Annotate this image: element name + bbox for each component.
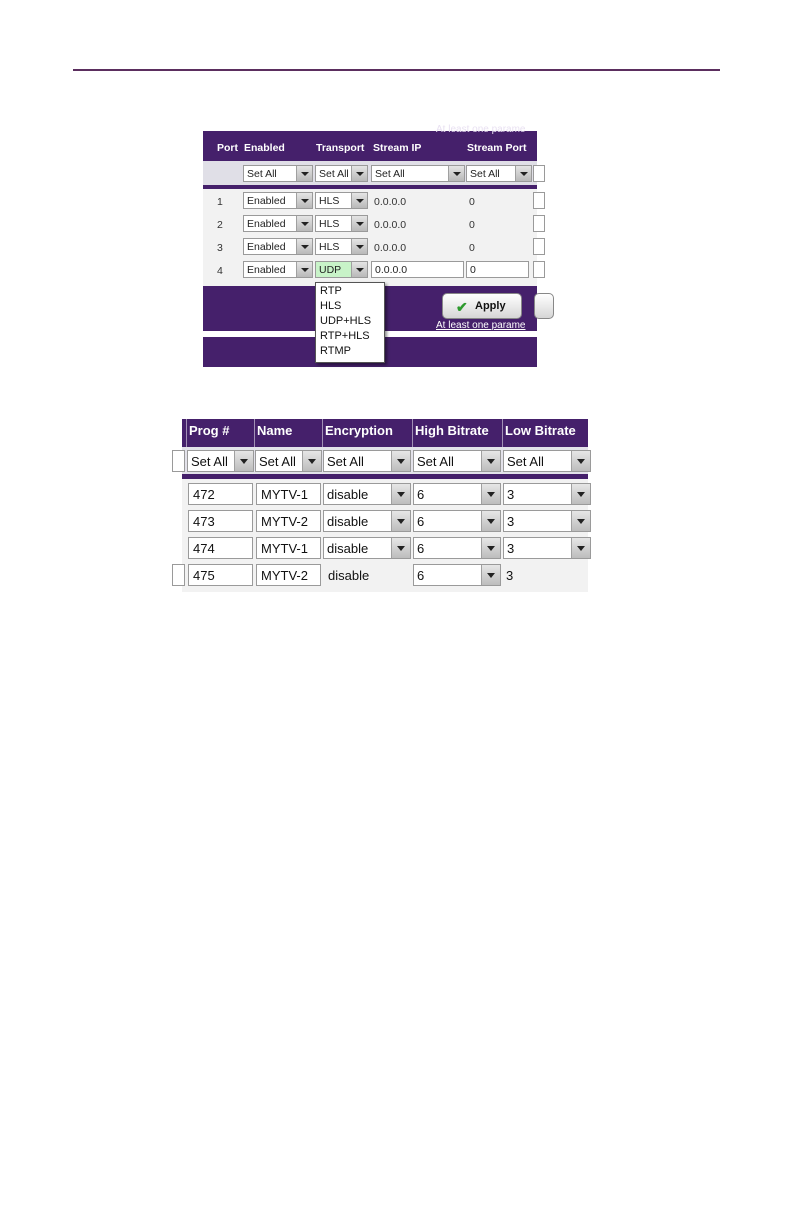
port-rows	[203, 189, 537, 286]
chevron-down-icon	[481, 511, 500, 531]
chevron-down-icon	[296, 166, 312, 181]
col-prog: Prog #	[189, 423, 230, 438]
prog-input[interactable]: 473	[188, 510, 253, 532]
stream-ip-value: 0.0.0.0	[374, 219, 407, 231]
low-bitrate-select[interactable]: 3	[503, 510, 591, 532]
col-name: Name	[257, 423, 293, 438]
header-overflow-note: At least one parame	[436, 124, 526, 135]
low-bitrate-select[interactable]: 3	[503, 483, 591, 505]
prog-input[interactable]: 475	[188, 564, 253, 586]
chevron-down-icon	[481, 538, 500, 558]
encryption-value: disable	[328, 568, 370, 583]
prev-field[interactable]	[172, 564, 185, 586]
next-field[interactable]	[533, 192, 545, 209]
program-table-screenshot	[182, 419, 588, 592]
high-bitrate-select[interactable]: 6	[413, 564, 501, 586]
enabled-select[interactable]: Enabled	[243, 215, 313, 232]
set-all-high-bitrate-select[interactable]: Set All	[413, 450, 501, 472]
set-all-enabled-select[interactable]: Set All	[243, 165, 313, 182]
chevron-down-icon	[296, 216, 312, 231]
set-all-prev-select[interactable]	[172, 450, 185, 472]
chevron-down-icon	[571, 484, 590, 504]
chevron-down-icon	[481, 565, 500, 585]
low-bitrate-value: 3	[506, 568, 514, 583]
col-transport: Transport	[316, 142, 365, 154]
prog-input[interactable]: 472	[188, 483, 253, 505]
transport-select-active[interactable]: UDP	[315, 261, 368, 278]
chevron-down-icon	[448, 166, 464, 181]
chevron-down-icon	[296, 193, 312, 208]
name-input[interactable]: MYTV-2	[256, 564, 321, 586]
next-field[interactable]	[533, 215, 545, 232]
stream-ip-input[interactable]: 0.0.0.0	[371, 261, 464, 278]
chevron-down-icon	[351, 239, 367, 254]
chevron-down-icon	[515, 166, 531, 181]
set-all-stream-ip-select[interactable]: Set All	[371, 165, 465, 182]
chevron-down-icon	[481, 484, 500, 504]
enabled-select[interactable]: Enabled	[243, 192, 313, 209]
dropdown-option-udp-hls[interactable]: UDP+HLS	[320, 315, 372, 327]
enabled-select[interactable]: Enabled	[243, 261, 313, 278]
low-bitrate-select[interactable]: 3	[503, 537, 591, 559]
chevron-down-icon	[351, 216, 367, 231]
transport-select[interactable]: HLS	[315, 238, 368, 255]
col-stream-port: Stream Port	[467, 142, 527, 154]
name-input[interactable]: MYTV-1	[256, 537, 321, 559]
chevron-down-icon	[481, 451, 500, 471]
chevron-down-icon	[296, 239, 312, 254]
secondary-button[interactable]	[534, 293, 554, 319]
check-icon: ✔	[456, 299, 468, 315]
port-number: 3	[217, 242, 223, 254]
dropdown-option-rtmp[interactable]: RTMP	[320, 345, 351, 357]
port-number: 4	[217, 265, 223, 277]
chevron-down-icon	[351, 262, 367, 277]
set-all-row	[182, 447, 588, 474]
stream-ip-value: 0.0.0.0	[374, 196, 407, 208]
set-all-encryption-select[interactable]: Set All	[323, 450, 411, 472]
chevron-down-icon	[571, 451, 590, 471]
table-header	[203, 124, 537, 161]
col-enabled: Enabled	[244, 142, 285, 154]
chevron-down-icon	[391, 511, 410, 531]
chevron-down-icon	[296, 262, 312, 277]
chevron-down-icon	[571, 538, 590, 558]
stream-port-value: 0	[469, 196, 475, 208]
page-top-rule	[73, 69, 720, 71]
set-all-stream-port-select[interactable]: Set All	[466, 165, 532, 182]
high-bitrate-select[interactable]: 6	[413, 510, 501, 532]
footer-note: At least one parame	[436, 320, 526, 331]
chevron-down-icon	[391, 451, 410, 471]
chevron-down-icon	[351, 166, 367, 181]
col-port: Port	[217, 142, 238, 154]
dropdown-option-rtp-hls[interactable]: RTP+HLS	[320, 330, 370, 342]
dropdown-option-hls[interactable]: HLS	[320, 300, 342, 312]
set-all-prog-select[interactable]: Set All	[187, 450, 254, 472]
chevron-down-icon	[391, 538, 410, 558]
col-high-bitrate: High Bitrate	[415, 423, 489, 438]
chevron-down-icon	[571, 511, 590, 531]
transport-dropdown-menu	[315, 282, 385, 363]
transport-select[interactable]: HLS	[315, 192, 368, 209]
stream-port-value: 0	[469, 219, 475, 231]
next-field[interactable]	[533, 261, 545, 278]
stream-ip-value: 0.0.0.0	[374, 242, 407, 254]
table-header	[182, 419, 588, 447]
chevron-down-icon	[351, 193, 367, 208]
program-rows	[182, 479, 588, 592]
col-stream-ip: Stream IP	[373, 142, 422, 154]
chevron-down-icon	[391, 484, 410, 504]
chevron-down-icon	[302, 451, 321, 471]
encryption-select[interactable]: disable	[323, 510, 411, 532]
enabled-select[interactable]: Enabled	[243, 238, 313, 255]
next-field[interactable]	[533, 238, 545, 255]
set-all-transport-select[interactable]: Set All	[315, 165, 368, 182]
chevron-down-icon	[234, 451, 253, 471]
high-bitrate-select[interactable]: 6	[413, 483, 501, 505]
transport-select[interactable]: HLS	[315, 215, 368, 232]
set-all-next-select[interactable]	[533, 165, 545, 182]
set-all-row	[203, 161, 537, 185]
high-bitrate-select[interactable]: 6	[413, 537, 501, 559]
apply-button[interactable]: ✔ Apply	[442, 293, 522, 319]
stream-port-value: 0	[469, 242, 475, 254]
set-all-low-bitrate-select[interactable]: Set All	[503, 450, 591, 472]
dropdown-option-rtp[interactable]: RTP	[320, 285, 342, 297]
prog-input[interactable]: 474	[188, 537, 253, 559]
stream-port-input[interactable]: 0	[466, 261, 529, 278]
port-transport-screenshot	[203, 124, 537, 367]
col-encryption: Encryption	[325, 423, 393, 438]
port-number: 2	[217, 219, 223, 231]
name-input[interactable]: MYTV-1	[256, 483, 321, 505]
name-input[interactable]: MYTV-2	[256, 510, 321, 532]
set-all-name-select[interactable]: Set All	[255, 450, 322, 472]
encryption-select[interactable]: disable	[323, 483, 411, 505]
col-low-bitrate: Low Bitrate	[505, 423, 576, 438]
encryption-select[interactable]: disable	[323, 537, 411, 559]
port-number: 1	[217, 196, 223, 208]
